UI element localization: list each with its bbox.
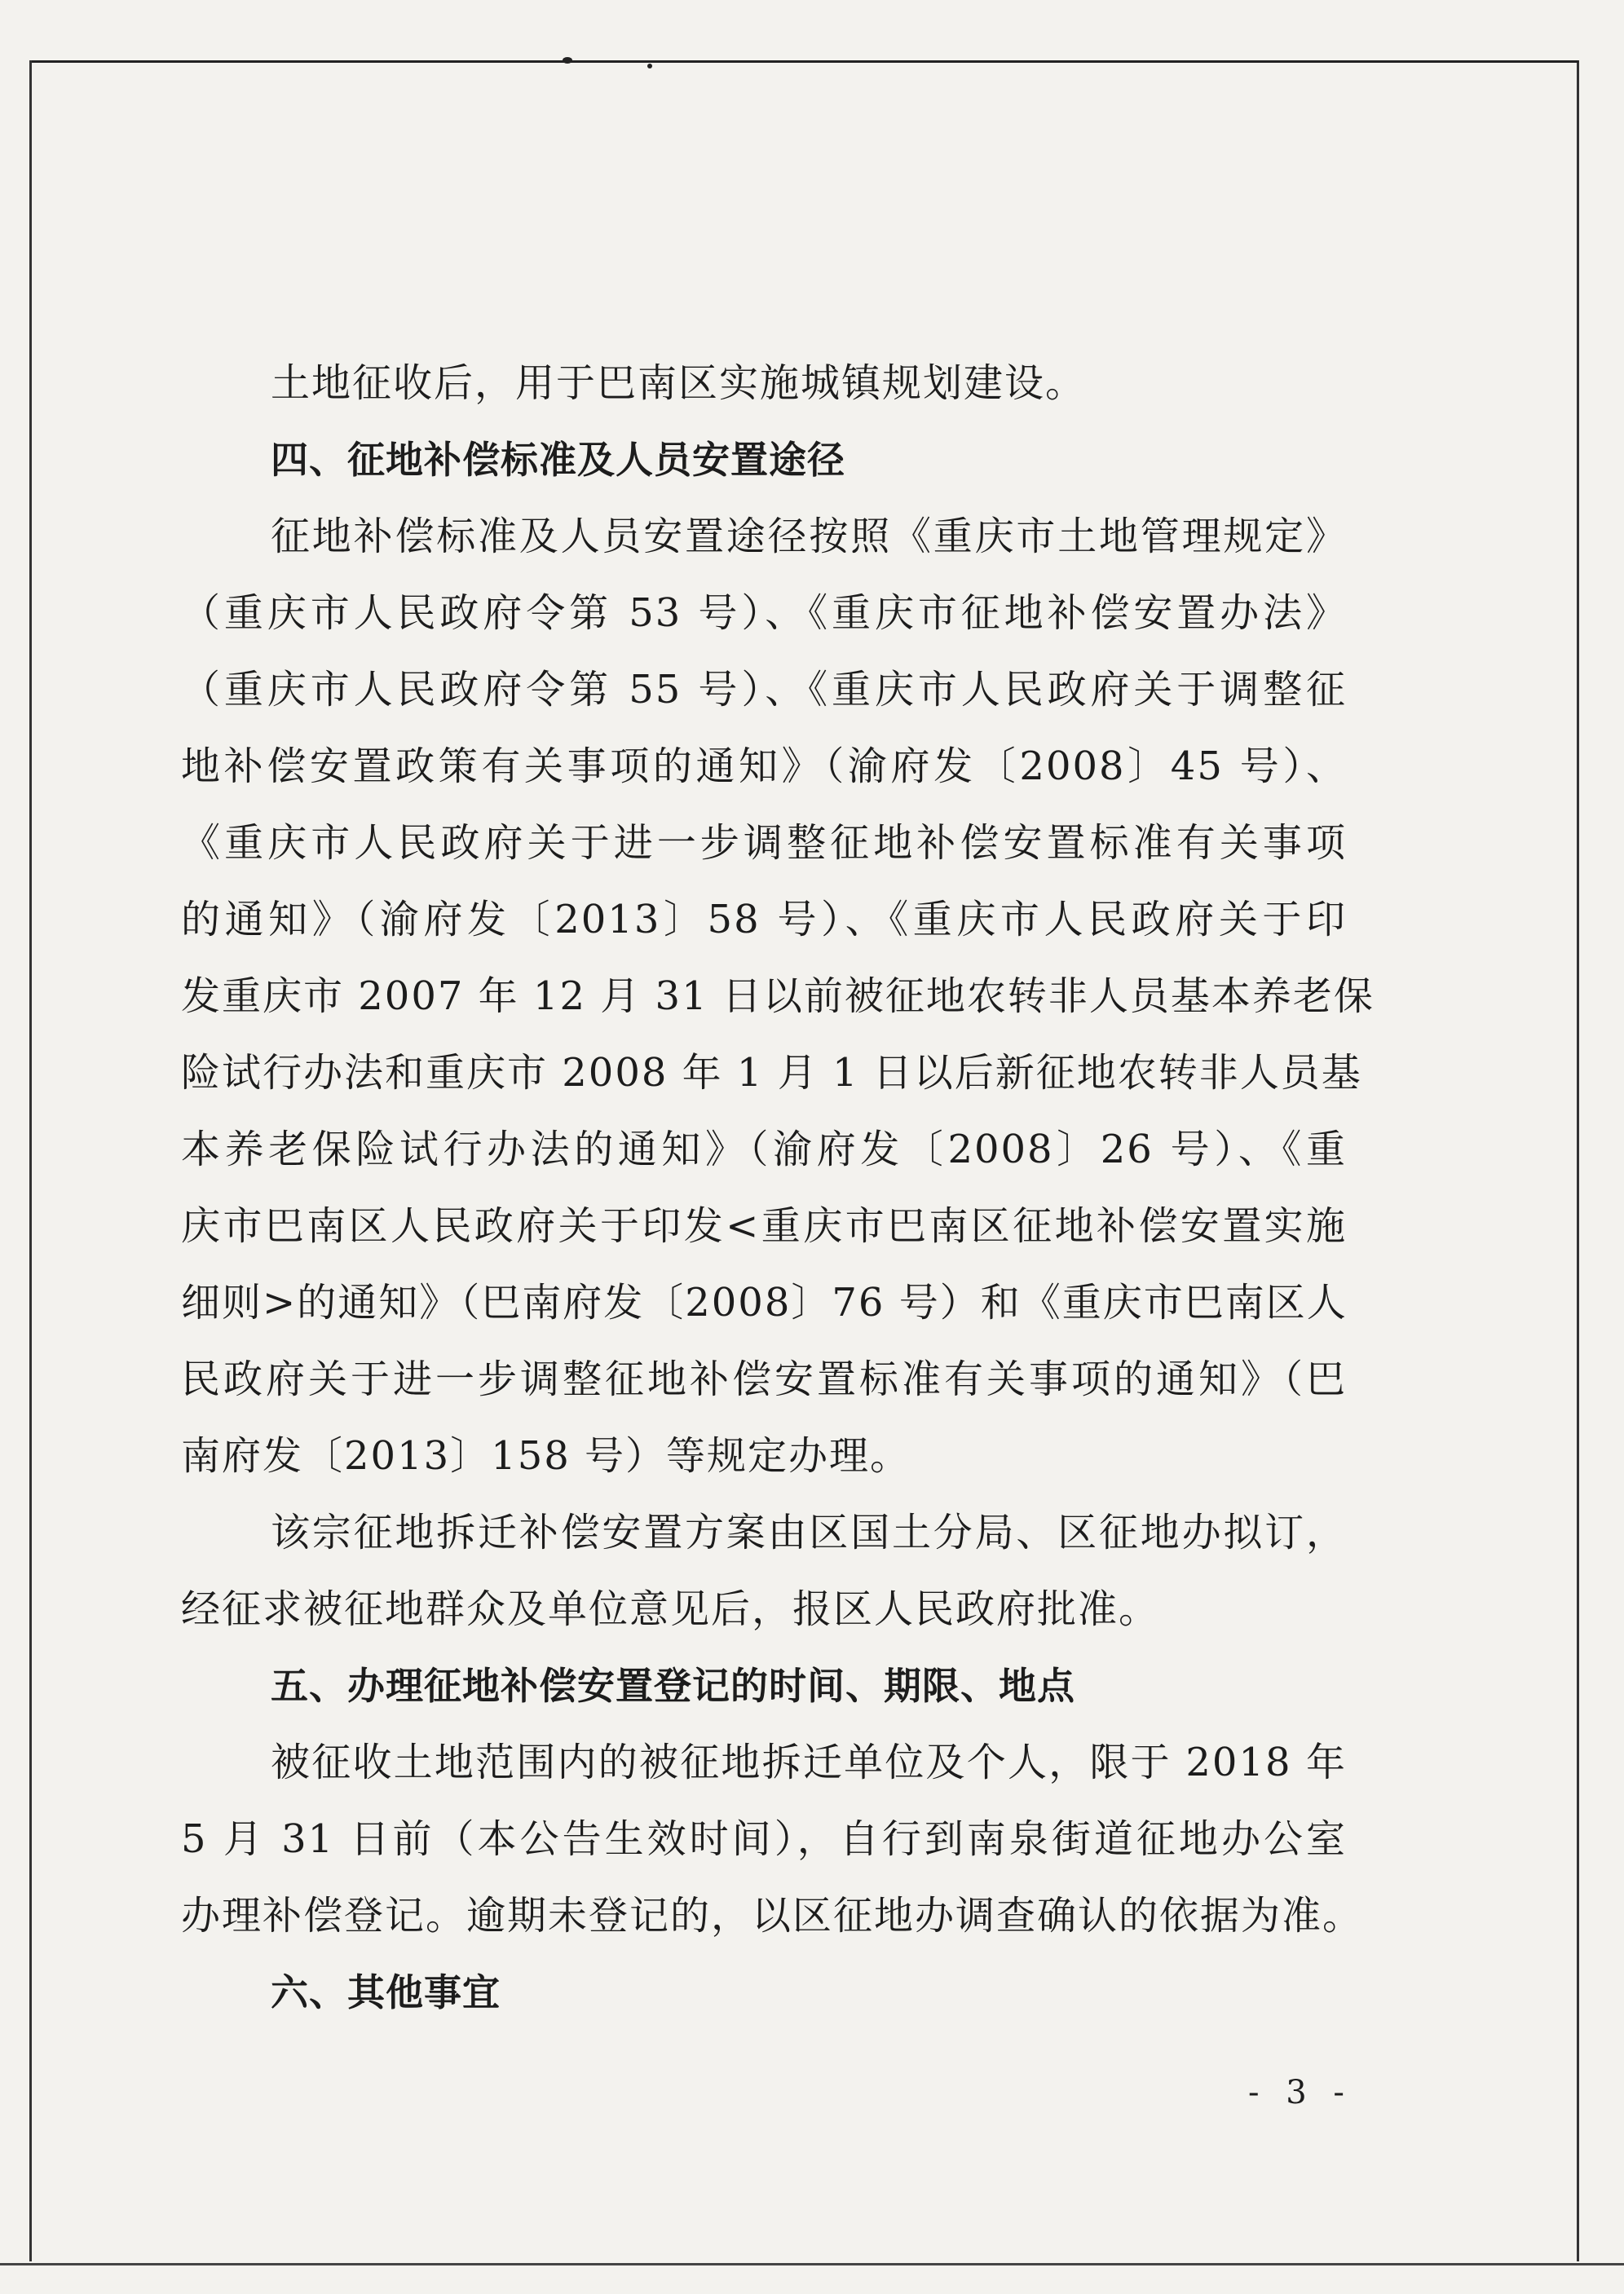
page-border-bottom — [0, 2263, 1624, 2265]
body-line: 庆市巴南区人民政府关于印发<重庆市巴南区征地补偿安置实施 — [181, 1203, 1347, 1249]
page-border-top — [29, 60, 1578, 63]
body-line: 地补偿安置政策有关事项的通知》（渝府发〔2008〕45 号）、 — [181, 743, 1347, 789]
body-line: 经征求被征地群众及单位意见后，报区人民政府批准。 — [181, 1586, 1160, 1632]
body-line: 办理补偿登记。逾期未登记的，以区征地办调查确认的依据为准。 — [181, 1893, 1364, 1939]
body-line: 险试行办法和重庆市 2008 年 1 月 1 日以后新征地农转非人员基 — [181, 1050, 1362, 1096]
body-line: 本养老保险试行办法的通知》（渝府发〔2008〕26 号）、《重 — [181, 1127, 1347, 1172]
page-border-left — [29, 60, 32, 2261]
page-border-corner — [1567, 60, 1578, 63]
scan-speck — [563, 57, 572, 64]
body-line: 《重庆市人民政府关于进一步调整征地补偿安置标准有关事项 — [181, 820, 1347, 866]
body-line: 的通知》（渝府发〔2013〕58 号）、《重庆市人民政府关于印 — [181, 897, 1347, 942]
section-heading: 四、征地补偿标准及人员安置途径 — [271, 438, 845, 482]
body-line: 细则>的通知》（巴南府发〔2008〕76 号）和《重庆市巴南区人 — [181, 1280, 1348, 1326]
body-line: 民政府关于进一步调整征地补偿安置标准有关事项的通知》（巴 — [181, 1357, 1347, 1402]
page-border-right — [1577, 60, 1579, 2261]
body-line: 该宗征地拆迁补偿安置方案由区国土分局、区征地办拟订， — [271, 1510, 1347, 1555]
page-number: - 3 - — [1248, 2074, 1353, 2111]
body-line: 征地补偿标准及人员安置途径按照《重庆市土地管理规定》 — [271, 514, 1347, 559]
body-line: （重庆市人民政府令第 53 号）、《重庆市征地补偿安置办法》 — [181, 590, 1347, 636]
body-line: 被征收土地范围内的被征地拆迁单位及个人，限于 2018 年 — [271, 1740, 1347, 1785]
body-line: 5 月 31 日前（本公告生效时间），自行到南泉街道征地办公室 — [181, 1816, 1347, 1862]
body-line: （重庆市人民政府令第 55 号）、《重庆市人民政府关于调整征 — [181, 667, 1347, 712]
body-line: 南府发〔2013〕158 号）等规定办理。 — [181, 1433, 911, 1479]
body-line: 发重庆市 2007 年 12 月 31 日以前被征地农转非人员基本养老保 — [181, 973, 1375, 1019]
section-heading: 六、其他事宜 — [271, 1970, 501, 2014]
body-line: 土地征收后，用于巴南区实施城镇规划建设。 — [271, 360, 1087, 406]
scan-speck — [647, 64, 652, 68]
section-heading: 五、办理征地补偿安置登记的时间、期限、地点 — [271, 1664, 1075, 1708]
